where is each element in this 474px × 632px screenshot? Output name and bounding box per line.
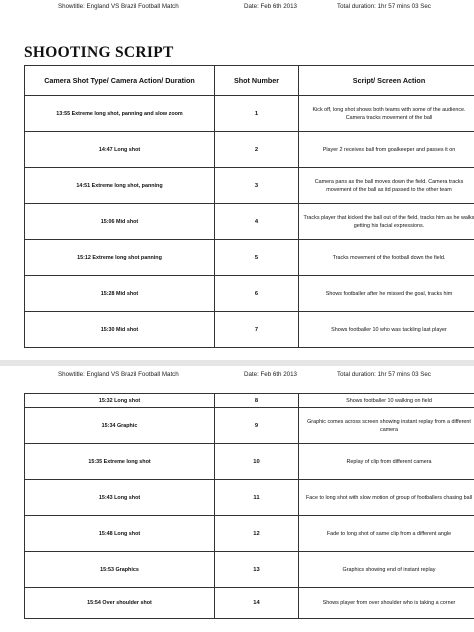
cell-shot: 15:53 Graphics [25, 552, 215, 588]
header-date: Date: Feb 6th 2013 [244, 3, 297, 10]
table-row [25, 480, 474, 516]
cell-shot: 15:12 Extreme long shot panning [25, 240, 215, 276]
cell-action: Graphic comes across screen showing instant replay from a different camera [299, 408, 474, 444]
header-showtitle: Showtitle: England VS Brazil Football Match [58, 3, 179, 10]
cell-action: Tracks player that kicked the ball out of the field, tracks him as he walks getting his facial expressions. [299, 204, 474, 240]
cell-shot-number: 12 [215, 516, 299, 552]
cell-action: Shows footballer 10 who was tackling last player [299, 312, 474, 348]
table-row [25, 408, 474, 444]
shooting-script-table [24, 65, 474, 348]
table-row [25, 132, 474, 168]
cell-shot: 15:06 Mid shot [25, 204, 215, 240]
page-title: SHOOTING SCRIPT [24, 44, 174, 61]
table-row [25, 588, 474, 619]
cell-shot-number: 14 [215, 588, 299, 619]
cell-shot-number: 6 [215, 276, 299, 312]
cell-shot-number: 9 [215, 408, 299, 444]
cell-action: Graphics showing end of instant replay [299, 552, 474, 588]
header-date: Date: Feb 6th 2013 [244, 371, 297, 378]
shooting-script-table-continued [24, 393, 474, 619]
cell-action: Tracks movement of the football down the field. [299, 240, 474, 276]
table-row [25, 168, 474, 204]
cell-shot-number: 4 [215, 204, 299, 240]
cell-shot-number: 7 [215, 312, 299, 348]
cell-action: Shows player from over shoulder who is taking a corner [299, 588, 474, 619]
table-row [25, 204, 474, 240]
page-2 [0, 366, 474, 632]
cell-shot-number: 5 [215, 240, 299, 276]
table-row [25, 240, 474, 276]
cell-action: Shows footballer 10 walking on field [299, 394, 474, 408]
column-header-script: Script/ Screen Action [299, 66, 474, 96]
header-duration: Total duration: 1hr 57 mins 03 Sec [337, 3, 431, 10]
cell-shot: 15:32 Long shot [25, 394, 215, 408]
table-row [25, 516, 474, 552]
cell-shot: 15:28 Mid shot [25, 276, 215, 312]
header-duration: Total duration: 1hr 57 mins 03 Sec [337, 371, 431, 378]
cell-shot: 14:51 Extreme long shot, panning [25, 168, 215, 204]
column-header-shot-number: Shot Number [215, 66, 299, 96]
cell-shot-number: 10 [215, 444, 299, 480]
cell-action: Replay of clip from different camera [299, 444, 474, 480]
cell-shot-number: 2 [215, 132, 299, 168]
cell-shot: 15:34 Graphic [25, 408, 215, 444]
table-row [25, 552, 474, 588]
table-row [25, 96, 474, 132]
header-showtitle: Showtitle: England VS Brazil Football Match [58, 371, 179, 378]
cell-action: Face to long shot with slow motion of group of footballers chasing ball [299, 480, 474, 516]
cell-shot: 15:35 Extreme long shot [25, 444, 215, 480]
cell-shot-number: 11 [215, 480, 299, 516]
cell-shot-number: 1 [215, 96, 299, 132]
table-header-row [25, 66, 474, 96]
cell-action: Player 2 receives ball from goalkeeper and passes it on [299, 132, 474, 168]
cell-shot: 14:47 Long shot [25, 132, 215, 168]
cell-shot-number: 3 [215, 168, 299, 204]
table-row [25, 444, 474, 480]
cell-shot: 15:54 Over shoulder shot [25, 588, 215, 619]
cell-shot: 15:43 Long shot [25, 480, 215, 516]
table-row [25, 394, 474, 408]
cell-shot-number: 8 [215, 394, 299, 408]
cell-shot-number: 13 [215, 552, 299, 588]
cell-shot: 15:48 Long shot [25, 516, 215, 552]
cell-shot: 13:55 Extreme long shot, panning and slow zoom [25, 96, 215, 132]
table-row [25, 312, 474, 348]
cell-action: Shows footballer after he missed the goal, tracks him [299, 276, 474, 312]
cell-action: Kick off, long shot shows both teams with some of the audience. Camera tracks movement of the ball [299, 96, 474, 132]
table-row [25, 276, 474, 312]
cell-shot: 15:30 Mid shot [25, 312, 215, 348]
column-header-camera: Camera Shot Type/ Camera Action/ Duration [25, 66, 215, 96]
cell-action: Fade to long shot of same clip from a different angle [299, 516, 474, 552]
cell-action: Camera pans as the ball moves down the field. Camera tracks movement of the ball as itd passed to the other team [299, 168, 474, 204]
